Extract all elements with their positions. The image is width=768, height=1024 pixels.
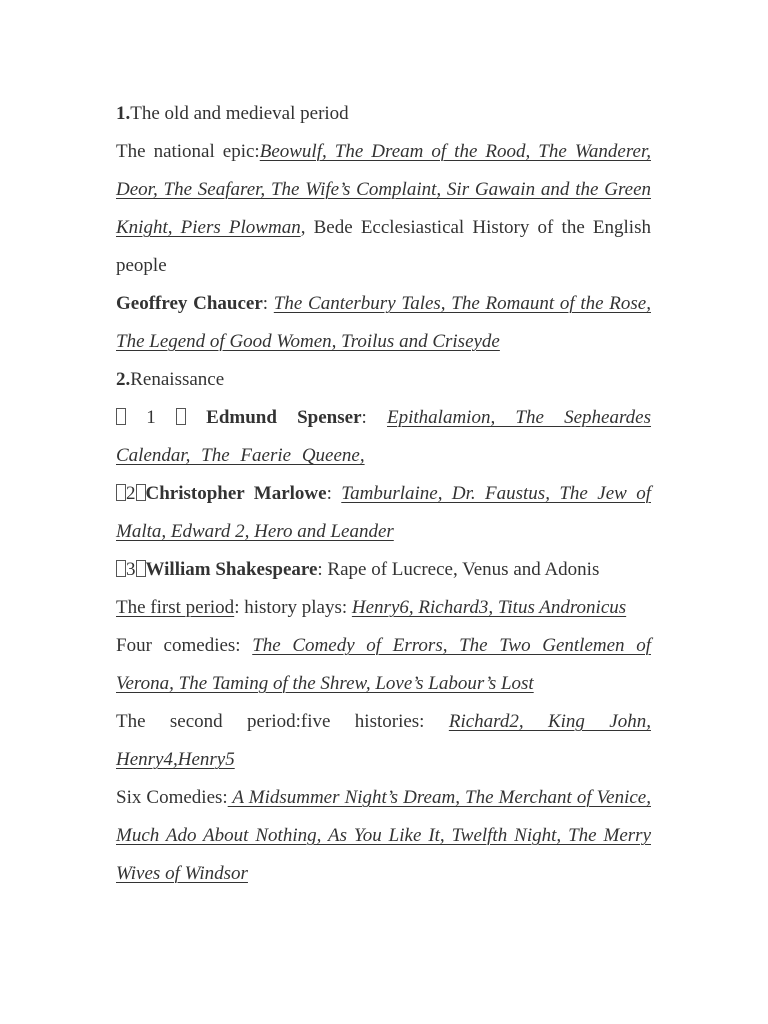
document-page (116, 95, 651, 893)
first-period-mid: : history plays: (234, 597, 352, 618)
six-comedies-label: Six Comedies: (116, 787, 228, 808)
first-period-paragraph (116, 589, 651, 627)
second-period-paragraph (116, 703, 651, 779)
shakespeare-paragraph (116, 551, 651, 589)
author-name: Christopher Marlowe (145, 483, 327, 504)
missing-glyph-icon (136, 560, 146, 577)
section-title: Renaissance (130, 369, 225, 390)
epic-label: The national epic: (116, 141, 260, 162)
section-title: The old and medieval period (130, 103, 349, 124)
marlowe-paragraph (116, 475, 651, 551)
section-number: 2. (116, 369, 131, 390)
separator: : (326, 483, 342, 504)
author-name: Geoffrey Chaucer (116, 293, 263, 314)
item-index: 2 (126, 483, 136, 504)
separator: : (361, 407, 388, 428)
chaucer-works: The Canterbury Tales, The Romaunt of the Rose, The Legend of Good Women, Troilus and Criseyde (116, 293, 651, 352)
second-period-label: The second period:five histories: (116, 711, 449, 732)
national-epic-paragraph (116, 133, 651, 285)
six-comedies-works: A Midsummer Night’s Dream, The Merchant of Venice, Much Ado About Nothing, As You Like It, Twelfth Night, The Merry Wives of Windsor (116, 787, 651, 884)
item-index: 3 (126, 559, 136, 580)
missing-glyph-icon (136, 484, 146, 501)
section-number: 1. (116, 103, 131, 124)
six-comedies-paragraph (116, 779, 651, 893)
separator: : (262, 293, 274, 314)
missing-glyph-icon (176, 408, 186, 425)
epic-tail: , Bede Ecclesiastical History of the English people (116, 217, 651, 276)
section-1-heading (116, 95, 651, 133)
four-comedies-works: The Comedy of Errors, The Two Gentlemen of Verona, The Taming of the Shrew, Love’s Labour’s Lost (116, 635, 651, 694)
spenser-works: Epithalamion, The Sepheardes Calendar, The Faerie Queene, (116, 407, 652, 466)
item-index: 1 (126, 407, 176, 428)
chaucer-paragraph (116, 285, 651, 361)
marlowe-works: Tamburlaine, Dr. Faustus, The Jew of Malta, Edward 2, Hero and Leander (116, 483, 651, 542)
missing-glyph-icon (116, 484, 126, 501)
four-comedies-paragraph (116, 627, 651, 703)
first-period-works: Henry6, Richard3, Titus Andronicus (351, 597, 627, 618)
shakespeare-poems: : Rape of Lucrece, Venus and Adonis (317, 559, 600, 580)
first-period-label: The first period (116, 597, 235, 618)
second-period-works: Richard2, King John, Henry4,Henry5 (116, 711, 651, 770)
four-comedies-label: Four comedies: (116, 635, 253, 656)
epic-works: Beowulf, The Dream of the Rood, The Wanderer, Deor, The Seafarer, The Wife’s Complaint, Sir Gawain and the Green Knight, Piers Plowman (116, 141, 651, 238)
missing-glyph-icon (116, 560, 126, 577)
spenser-paragraph (116, 399, 651, 475)
missing-glyph-icon (116, 408, 126, 425)
author-name: Edmund Spenser (206, 407, 362, 428)
author-name: William Shakespeare (145, 559, 318, 580)
section-2-heading (116, 361, 651, 399)
